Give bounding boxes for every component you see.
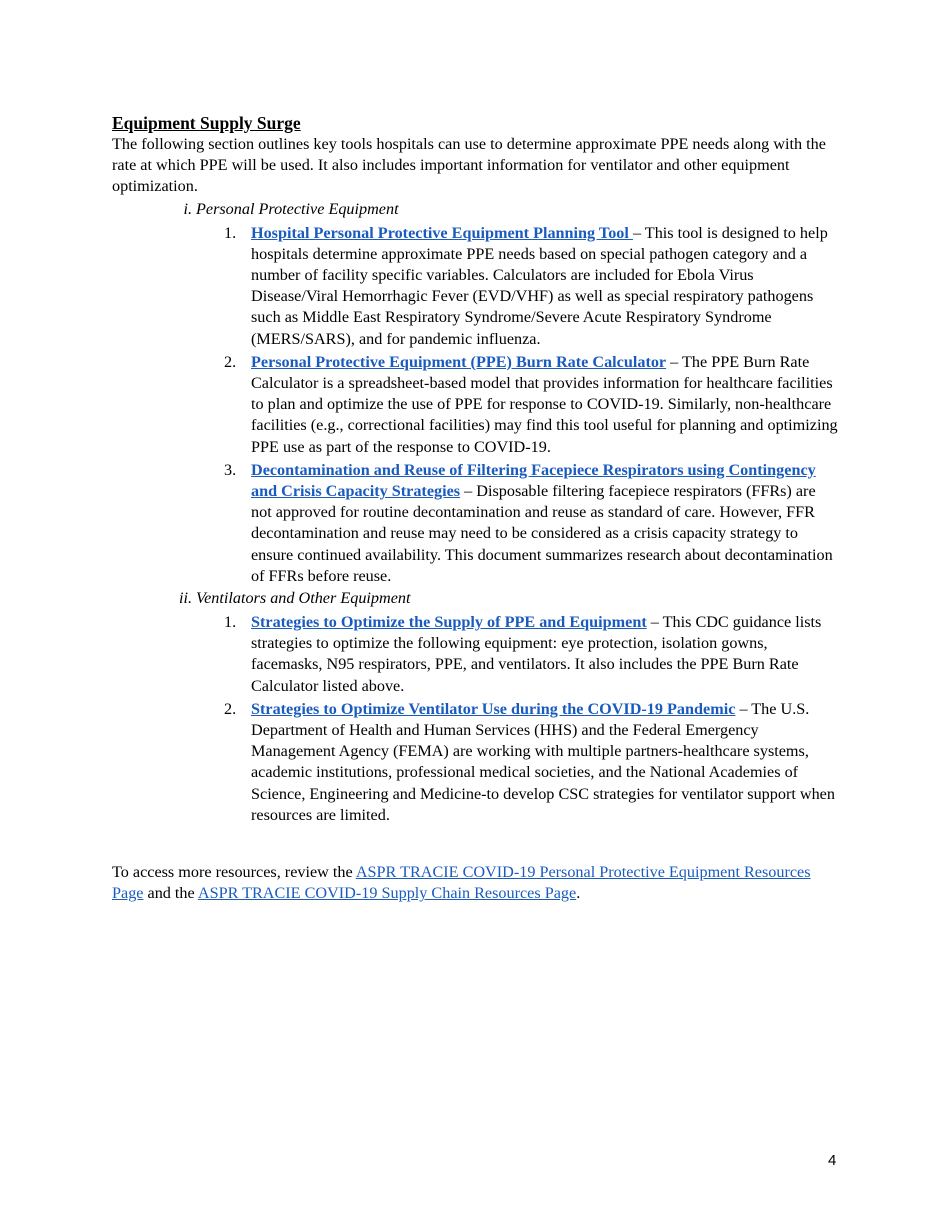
closing-middle: and the (143, 884, 198, 903)
ppe-burn-rate-calculator-link[interactable]: Personal Protective Equipment (PPE) Burn Rate Calculator (251, 352, 667, 371)
subsection-numeral: ii. (178, 589, 192, 608)
ffr-decontamination-link[interactable]: Decontamination and Reuse of Filtering Facepiece Respirators using Contingency and Crisis Capacity Strategies (251, 460, 816, 501)
list-item-number: 3. (224, 460, 237, 479)
list-item (112, 352, 840, 458)
document-page (112, 112, 840, 905)
list-item-description: – The U.S. Department of Health and Human Services (HHS) and the Federal Emergency Management Agency (FEMA) are working with multiple partners-healthcare systems, academic institutions, professional medical societies, and the National Academies of Science, Engineering and Medicine-to develop CSC strategies for ventilator support when resources are limited. (251, 699, 835, 824)
list-item (112, 612, 840, 697)
list-item-description: – This tool is designed to help hospitals determine approximate PPE needs based on special pathogen category and a number of facility specific variables. Calculators are included for Ebola Virus Disease/Viral Hemorrhagic Fever (EVD/VHF) as well as special respiratory pathogens such as Middle East Respiratory Syndrome/Severe Acute Respiratory Syndrome (MERS/SARS), and for pandemic influenza. (251, 223, 828, 348)
list-item-number: 1. (224, 223, 237, 242)
section-intro: The following section outlines key tools hospitals can use to determine approximate PPE needs along with the rate at which PPE will be used. It also includes important information for ventilator and other equipment optimization. (112, 135, 826, 196)
supply-chain-resources-page-link[interactable]: ASPR TRACIE COVID-19 Supply Chain Resources Page (197, 884, 577, 903)
subsection-ventilators-heading (112, 587, 840, 610)
subsection-ppe-heading (112, 198, 840, 221)
closing-suffix: . (576, 884, 581, 903)
closing-paragraph (112, 862, 840, 904)
list-item (112, 460, 840, 587)
list-item-description: – This CDC guidance lists strategies to optimize the following equipment: eye protection, isolation gowns, facemasks, N95 respirators, PPE, and ventilators. It also includes the PPE Burn Rate Calculator listed above. (251, 613, 822, 695)
ppe-planning-tool-link[interactable]: Hospital Personal Protective Equipment Planning Tool (251, 223, 633, 242)
list-item-description: – Disposable filtering facepiece respirators (FFRs) are not approved for routine decontamination and reuse as standard of care. However, FFR decontamination and reuse may need to be considered as a crisis capacity strategy to ensure continued availability. This document summarizes research about decontamination of FFRs before reuse. (251, 482, 833, 585)
optimize-ppe-supply-link[interactable]: Strategies to Optimize the Supply of PPE and Equipment (251, 613, 647, 632)
subsection-title: Personal Protective Equipment (196, 199, 399, 218)
list-item (112, 699, 840, 826)
subsection-numeral: i. (183, 199, 192, 218)
section-title: Equipment Supply Surge (112, 113, 301, 133)
subsection-title: Ventilators and Other Equipment (196, 589, 411, 608)
list-item-number: 2. (224, 699, 237, 718)
page-number: 4 (828, 1152, 837, 1169)
ppe-resources-page-link[interactable]: ASPR TRACIE COVID-19 Personal Protective Equipment Resources Page (112, 863, 811, 903)
list-item (112, 223, 840, 350)
optimize-ventilator-use-link[interactable]: Strategies to Optimize Ventilator Use during the COVID-19 Pandemic (251, 699, 736, 718)
list-item-description: – The PPE Burn Rate Calculator is a spreadsheet-based model that provides information for healthcare facilities to plan and optimize the use of PPE for response to COVID-19. Similarly, non-healthcare facilities (e.g., correctional facilities) may find this tool useful for planning and optimizing PPE use as part of the response to COVID-19. (251, 352, 838, 456)
list-item-number: 1. (224, 613, 237, 632)
closing-prefix: To access more resources, review the (112, 863, 356, 882)
list-item-number: 2. (224, 352, 237, 371)
